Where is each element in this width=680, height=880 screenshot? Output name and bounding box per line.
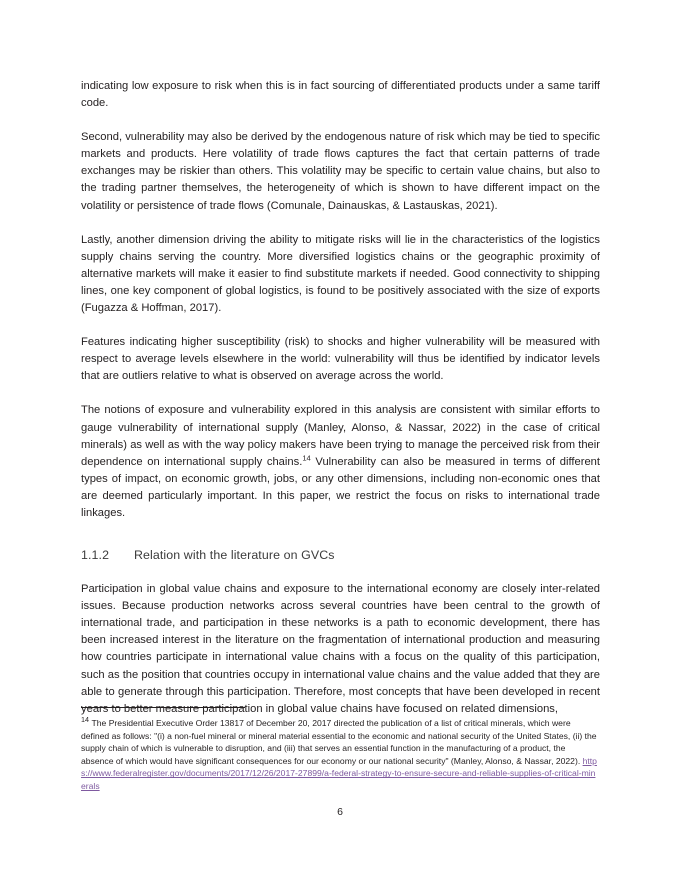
- paragraph-endogenous-risk: Second, vulnerability may also be derived by the endogenous nature of risk which may be tied to specific markets and products. Here volatility of trade flows captures the fact that certain patterns of trade exchanges may be riskier than others. This volatility may be specific to certain value chains, but also to the trading partner themselves, the heterogeneity of which is shown to have different impact on the volatility or persistence of trade flows (Comunale, Dainauskas, & Lastauskas, 2021).: [81, 131, 600, 212]
- section-heading-title: Relation with the literature on GVCs: [134, 548, 335, 563]
- paragraph-tariff-code: indicating low exposure to risk when this is in fact sourcing of differentiated products under a same tariff code.: [81, 80, 600, 110]
- footnote-number: 14: [81, 715, 89, 725]
- paragraph-exposure-notions: [81, 402, 600, 522]
- paragraph-susceptibility-measure: Features indicating higher susceptibility (risk) to shocks and higher vulnerability will be measured with respect to average levels elsewhere in the world: vulnerability will thus be identified by indicator levels that are outliers relative to what is observed on average across the world.: [81, 336, 600, 383]
- page-body-content: [81, 78, 600, 718]
- footnote-entry: [81, 717, 600, 793]
- footnote-text: The Presidential Executive Order 13817 of December 20, 2017 directed the publication of a list of critical minerals, which were defined as follows: "(i) a non-fuel mineral or mineral material essential to the economic and national security of the United States, (ii) the supply chain of which is vulnerable to disruption, and (iii) that serves an essential function in the manufacturing of a product, the absence of which would have significant consequences for our economy or our national security" (Manley, Alonso, & Nassar, 2022).: [81, 718, 597, 766]
- paragraph-gvc-participation: Participation in global value chains and exposure to the international economy are closely inter-related issues. Because production networks across several countries have been central to the growth of international trade, and participation in these networks is a path to economic development, there has been increased interest in the literature on the fragmentation of international production and measuring how countries participate in international value chains with a focus on the quality of this participation, such as the position that countries occupy in international value chains and the value added that they are able to generate through this participation. Therefore, most concepts that have been developed in recent years to better measure participation in global value chains have focused on related dimensions,: [81, 583, 600, 715]
- footnote-reference-marker[interactable]: 14: [302, 452, 311, 462]
- section-heading-block: [81, 548, 600, 562]
- section-heading-number: 1.1.2: [81, 548, 110, 563]
- footnote-area: [81, 707, 600, 793]
- paragraph-text-after-footnote-ref: Vulnerability can also be measured in terms of different types of impact, on economic growth, jobs, or any other dimensions, including non-economic ones that are deemed particularly important. In this paper, we restrict the focus on risks to international trade linkages.: [81, 455, 600, 519]
- footnote-external-link[interactable]: https://www.federalregister.gov/documents/2017/12/26/2017-27899/a-federal-strategy-to-ensure-secure-and-reliable-supplies-of-critical-minerals: [81, 755, 597, 791]
- footnote-separator-rule: [81, 707, 245, 708]
- paragraph-text-before-footnote-ref: The notions of exposure and vulnerability explored in this analysis are consistent with similar efforts to gauge vulnerability of international supply (Manley, Alonso, & Nassar, 2022) in the case of critical minerals) as well as with the way policy makers have been trying to manage the perceived risk from their dependence on international supply chains.: [81, 404, 600, 468]
- page-number: 6: [337, 806, 343, 818]
- paragraph-logistics-chains: Lastly, another dimension driving the ability to mitigate risks will lie in the characteristics of the logistics supply chains serving the country. More diversified logistics chains or the geographic proximity of alternative markets will make it easier to find substitute markets if needed. Good connectivity to shipping lines, one key component of global logistics, is found to be positively associated with the size of exports (Fugazza & Hoffman, 2017).: [81, 233, 600, 315]
